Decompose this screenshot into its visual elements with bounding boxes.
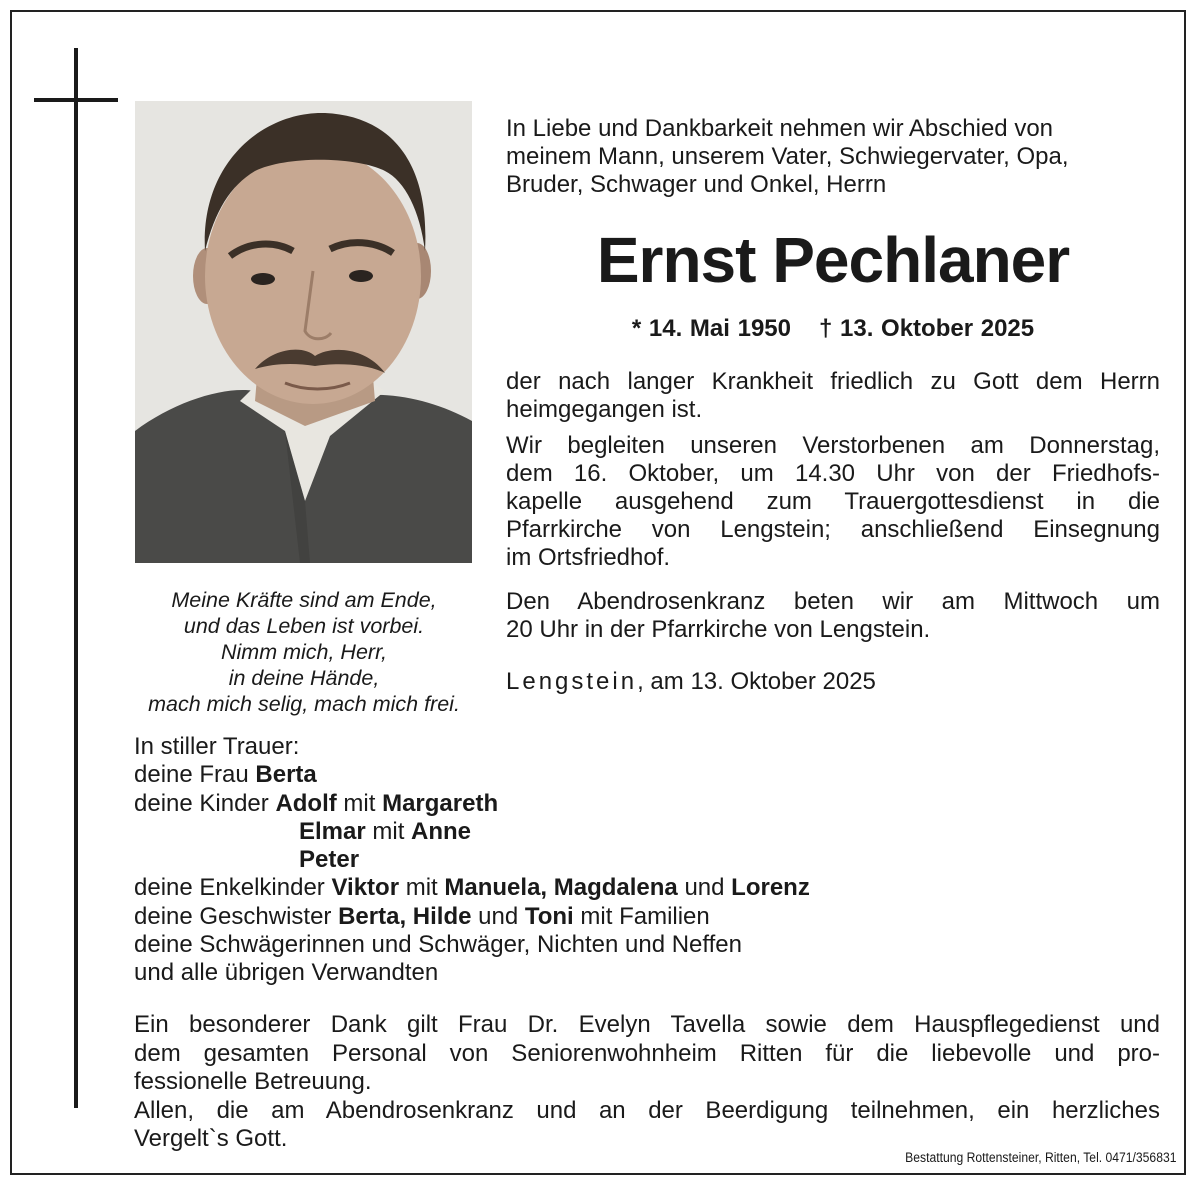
mourner-suffix: mit Familien — [573, 902, 710, 930]
mourner-connector: mit — [399, 874, 445, 902]
mourner-name: Elmar — [299, 817, 366, 845]
quote-verse — [120, 587, 488, 717]
mourner-name: Toni — [524, 902, 574, 930]
mourners-heading: In stiller Trauer: — [134, 733, 300, 760]
mourner-connector: mit — [336, 789, 383, 817]
mourner-prefix: deine Geschwister — [134, 902, 339, 930]
thanks-line: Vergelt`s Gott. — [134, 1125, 288, 1152]
mourners-list — [134, 733, 810, 988]
paragraph-line: Den Abendrosenkranz beten wir am Mittwoch um — [506, 588, 1160, 615]
mourner-row-siblings — [134, 903, 810, 931]
mourner-name: Lorenz — [731, 874, 810, 902]
paragraph-rosary — [506, 588, 1160, 644]
thanks-line: Allen, die am Abendrosenkranz und an der Beerdigung teilnehmen, ein herzliches — [134, 1096, 1160, 1124]
mourner-name: Peter — [299, 846, 360, 874]
mourner-prefix: deine Kinder — [134, 789, 276, 817]
quote-line: in deine Hände, — [228, 666, 380, 690]
funeral-home-credit: Bestattung Rottensteiner, Ritten, Tel. 0471/356831 — [904, 1150, 1176, 1165]
life-dates — [506, 314, 1160, 344]
intro-line: Bruder, Schwager und Onkel, Herrn — [506, 171, 887, 198]
quote-line: Nimm mich, Herr, — [220, 640, 388, 664]
place-and-date — [506, 668, 1160, 696]
quote-line: Meine Kräfte sind am Ende, — [171, 588, 437, 612]
place-date: , am 13. Oktober 2025 — [637, 668, 876, 695]
mourner-row-wife — [134, 761, 810, 789]
thanks-line: dem gesamten Personal von Seniorenwohnheim Ritten für die liebevolle und pro- — [134, 1039, 1160, 1067]
thanks-text — [134, 1011, 1160, 1154]
intro-text — [506, 115, 1160, 199]
mourner-name: Anne — [411, 817, 472, 845]
paragraph-line: Pfarrkirche von Lengstein; anschließend Einsegnung — [506, 516, 1160, 543]
cross-icon-bar — [34, 98, 118, 102]
mourner-name: Berta, Hilde — [338, 902, 472, 930]
mourner-connector: und — [471, 902, 525, 930]
mourner-name: Manuela, Magdalena — [444, 874, 678, 902]
mourner-name: Margareth — [382, 789, 499, 817]
paragraph-line: kapelle ausgehend zum Trauergottesdienst in die — [506, 488, 1160, 515]
cross-icon — [74, 48, 78, 1108]
mourner-connector: mit — [365, 817, 412, 845]
paragraph-funeral — [506, 432, 1160, 572]
mourner-name: Viktor — [331, 874, 400, 902]
thanks-line: Ein besonderer Dank gilt Frau Dr. Evelyn Tavella sowie dem Hauspflegedienst und — [134, 1011, 1160, 1038]
thanks-line: fessionelle Betreuung. — [134, 1068, 372, 1095]
deceased-name: Ernst Pechlaner — [596, 224, 1070, 296]
mourner-prefix: deine Frau — [134, 761, 256, 789]
paragraph-line: der nach langer Krankheit friedlich zu Gott dem Herrn — [506, 368, 1160, 395]
intro-line: In Liebe und Dankbarkeit nehmen wir Abschied von — [506, 115, 1054, 142]
birth-date: * 14. Mai 1950 — [631, 315, 791, 342]
portrait-photo — [135, 101, 472, 563]
mourner-row-relatives: und alle übrigen Verwandten — [134, 959, 439, 987]
intro-line: meinem Mann, unserem Vater, Schwiegervater, Opa, — [506, 143, 1069, 170]
death-date: † 13. Oktober 2025 — [818, 315, 1035, 342]
paragraph-line: im Ortsfriedhof. — [506, 544, 671, 571]
mourner-connector: und — [677, 874, 732, 902]
mourner-row-grandchildren — [134, 874, 810, 902]
paragraph-line: heimgegangen ist. — [506, 396, 703, 423]
paragraph-line: Wir begleiten unseren Verstorbenen am Donnerstag, — [506, 432, 1160, 459]
paragraph-line: dem 16. Oktober, um 14.30 Uhr von der Friedhofs- — [506, 460, 1160, 487]
mourner-prefix: deine Enkelkinder — [134, 874, 332, 902]
paragraph-line: 20 Uhr in der Pfarrkirche von Lengstein. — [506, 616, 931, 643]
quote-line: mach mich selig, mach mich frei. — [148, 692, 460, 716]
mourner-row-children — [134, 790, 810, 818]
mourner-row-children — [134, 846, 810, 874]
quote-line: und das Leben ist vorbei. — [183, 614, 425, 638]
paragraph-passing — [506, 368, 1160, 424]
mourner-row-children — [134, 818, 810, 846]
mourner-name: Berta — [255, 761, 317, 789]
mourner-name: Adolf — [275, 789, 337, 817]
mourner-row-inlaws: deine Schwägerinnen und Schwäger, Nichten und Neffen — [134, 931, 742, 959]
place-name: Lengstein — [506, 668, 638, 695]
